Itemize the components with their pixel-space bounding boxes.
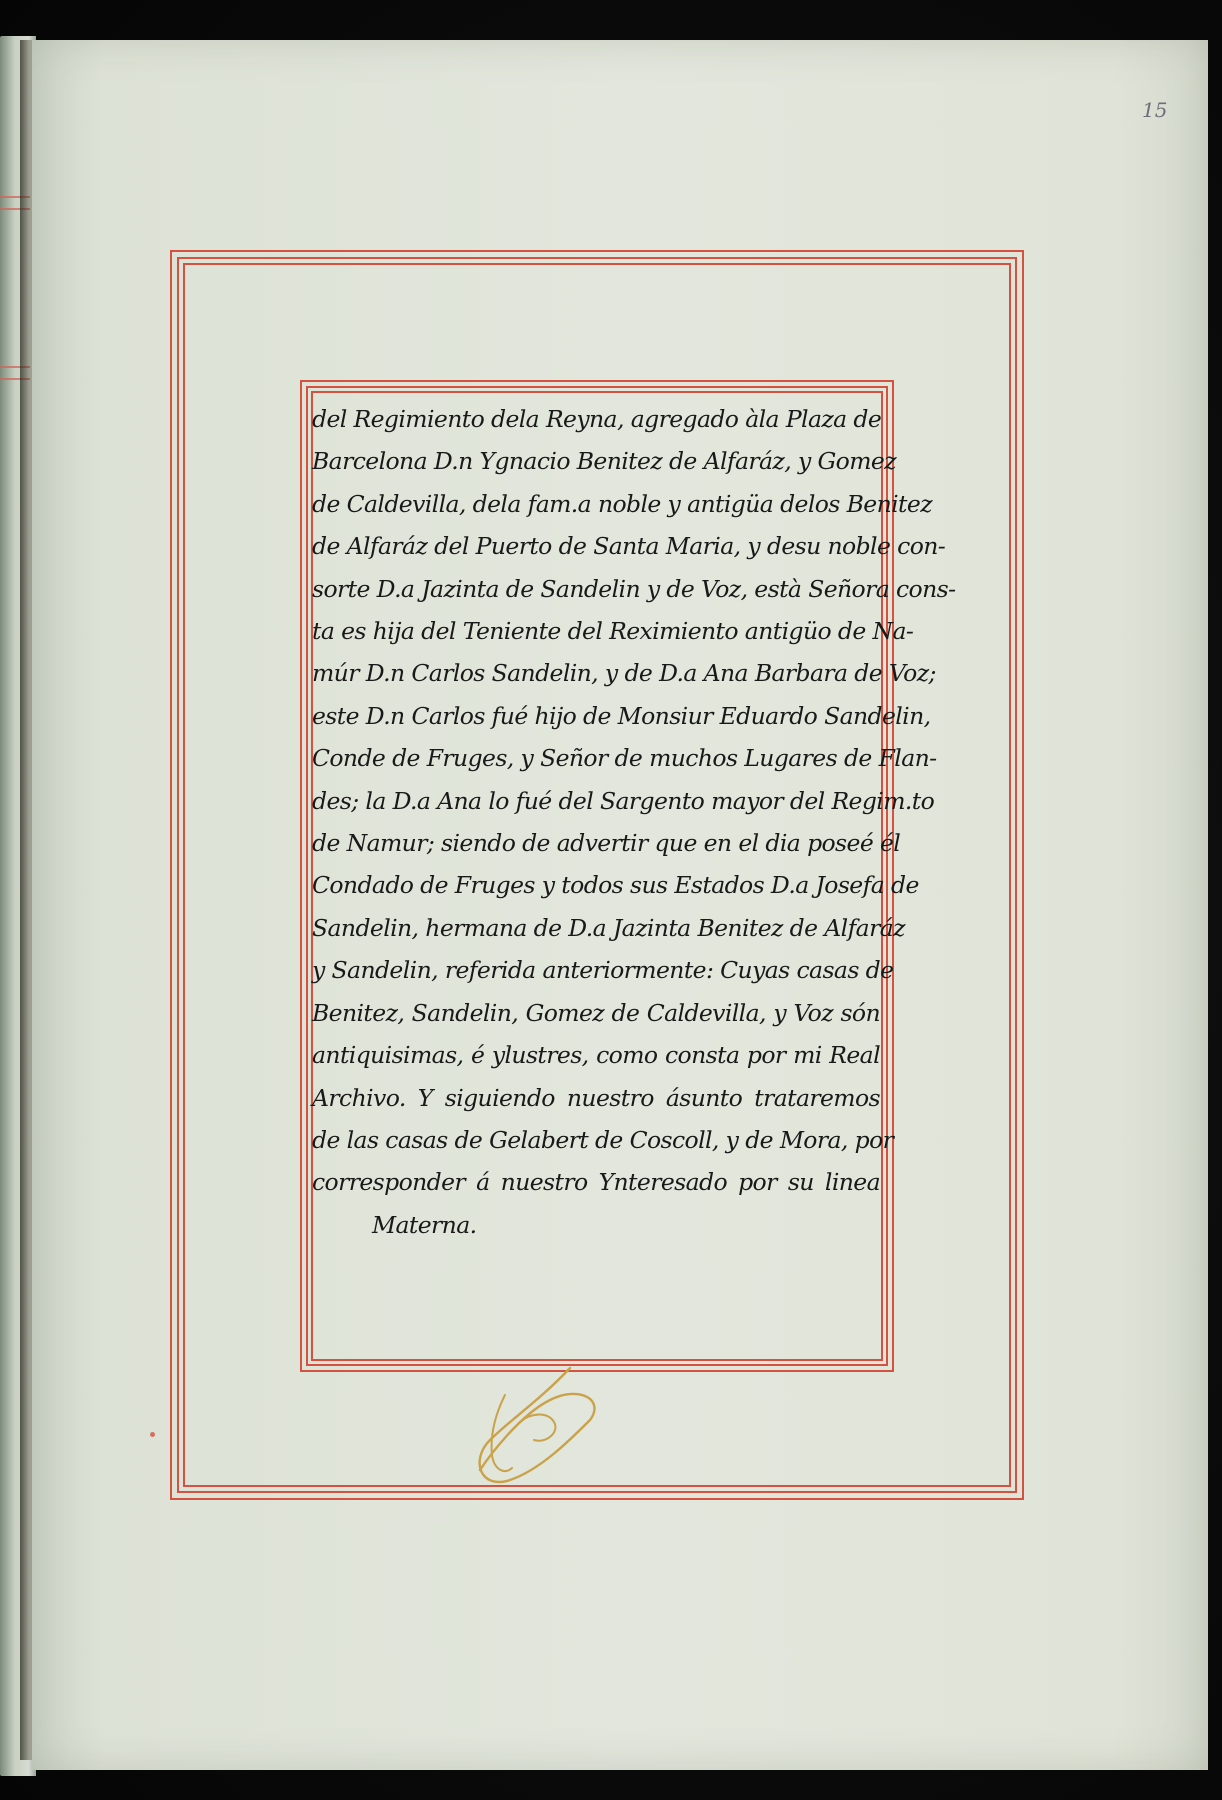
- text-line: Condado de Fruges y todos sus Estados D.a Josefa de: [312, 871, 919, 900]
- folio-number: 15: [1142, 98, 1168, 122]
- flourish-stroke: [480, 1368, 595, 1482]
- text-line: antiquisimas, é ylustres, como consta por mi Real: [312, 1041, 880, 1070]
- text-line: Barcelona D.n Ygnacio Benitez de Alfaráz, y Gomez: [312, 447, 896, 476]
- text-line: de las casas de Gelabert de Coscoll, y de Mora, por: [312, 1125, 894, 1154]
- text-line: de Caldevilla, dela fam.a noble y antigüa delos Benitez: [312, 489, 932, 518]
- text-line: sorte D.a Jazinta de Sandelin y de Voz, està Señora cons-: [312, 574, 956, 603]
- flourish-stroke: [520, 1415, 555, 1441]
- text-line: múr D.n Carlos Sandelin, y de D.a Ana Barbara de Voz;: [312, 659, 936, 688]
- text-line: y Sandelin, referida anteriormente: Cuyas casas de: [312, 956, 894, 985]
- manuscript-text: [312, 398, 956, 1246]
- text-line: ta es hija del Teniente del Reximiento antigüo de Na-: [312, 617, 914, 646]
- text-line: Sandelin, hermana de D.a Jazinta Benitez de Alfaráz: [312, 913, 905, 942]
- text-line: des; la D.a Ana lo fué del Sargento mayor del Regim.to: [312, 786, 935, 815]
- text-line: Benitez, Sandelin, Gomez de Caldevilla, y Voz són: [312, 998, 880, 1027]
- text-line: del Regimiento dela Reyna, agregado àla Plaza de: [312, 405, 882, 433]
- text-line: de Alfaráz del Puerto de Santa Maria, y desu noble con-: [312, 532, 946, 561]
- red-ink-speck: [150, 1432, 155, 1437]
- text-line: Archivo. Y siguiendo nuestro ásunto trataremos: [312, 1083, 880, 1112]
- text-line: este D.n Carlos fué hijo de Monsiur Eduardo Sandelin,: [312, 701, 931, 730]
- text-line: de Namur; siendo de advertir que en el dia poseé él: [312, 829, 901, 858]
- text-line: Conde de Fruges, y Señor de muchos Lugares de Flan-: [312, 744, 937, 773]
- text-line: corresponder á nuestro Ynteresado por su linea: [312, 1168, 880, 1197]
- text-line-last: Materna.: [372, 1210, 477, 1239]
- pen-flourish-monogram: [450, 1360, 610, 1500]
